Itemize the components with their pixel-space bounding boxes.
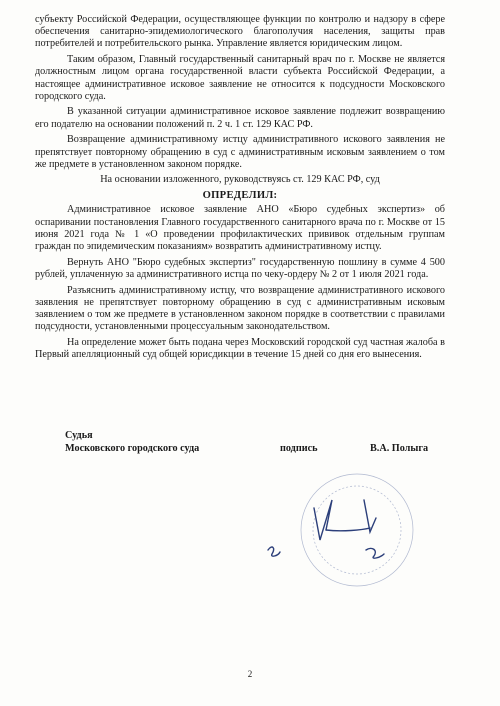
signature-row (65, 442, 445, 455)
court-seal (252, 470, 432, 590)
signature-label: подпись (280, 443, 318, 454)
document-body (35, 14, 445, 365)
signature-block (65, 429, 445, 455)
paragraph: Вернуть АНО "Бюро судебных экспертиз" государственную пошлину в сумме 4 500 рублей, уплаченную за административного истца по чеку-ордеру № 2 от 1 июля 2021 года. (35, 256, 445, 280)
court-name: Московского городского суда (65, 443, 200, 454)
paragraph: В указанной ситуации административное исковое заявление подлежит возвращению его подателю на основании положений п. 2 ч. 1 ст. 129 КАС РФ. (35, 106, 445, 130)
signature-mark (268, 500, 384, 558)
signature-title: Судья (65, 430, 93, 441)
judge-name: В.А. Полыга (370, 443, 429, 454)
paragraph: Административное исковое заявление АНО «Бюро судебных экспертиз» об оспаривании постановления Главного государственного санитарного врача по г. Москве от 15 июня 2021 года № 1 «О проведении профилактических прививок отдельным группам граждан по эпидемическим показаниям» возвратить административному истцу. (35, 204, 445, 252)
paragraph: Возвращение административному истцу административного искового заявления не препятствует повторному обращению в суд с административным исковым заявлением о том же предмете в установленном законом порядке. (35, 134, 445, 170)
paragraph: На основании изложенного, руководствуясь ст. 129 КАС РФ, суд (100, 174, 380, 186)
paragraph: Разъяснить административному истцу, что возвращение административного искового заявления не препятствует повторному обращению в суд с административным исковым заявлением о том же предмете в установленном законом порядке в соответствии с правилами подсудности, установленными процессуальным законодательством. (35, 284, 445, 333)
paragraph: На определение может быть подана через Московский городской суд частная жалоба в Первый апелляционный суд общей юрисдикции в течение 15 дней со дня его вынесения. (35, 336, 445, 361)
paragraph: субъекту Российской Федерации, осуществляющее функции по контролю и надзору в сфере обеспечения санитарно-эпидемиологического благополучия населения, защиты прав потребителей и потребительского рынка. Управление является юридическим лицом. (35, 14, 445, 50)
paragraph: Таким образом, Главный государственный санитарный врач по г. Москве не является должностным лицом органа государственной власти субъекта Российской Федерации, а настоящее административное исковое заявление не относится к подсудности Московского городского суда. (35, 54, 445, 102)
page-number: 2 (247, 669, 253, 679)
ruling-heading: ОПРЕДЕЛИЛ: (202, 190, 278, 202)
